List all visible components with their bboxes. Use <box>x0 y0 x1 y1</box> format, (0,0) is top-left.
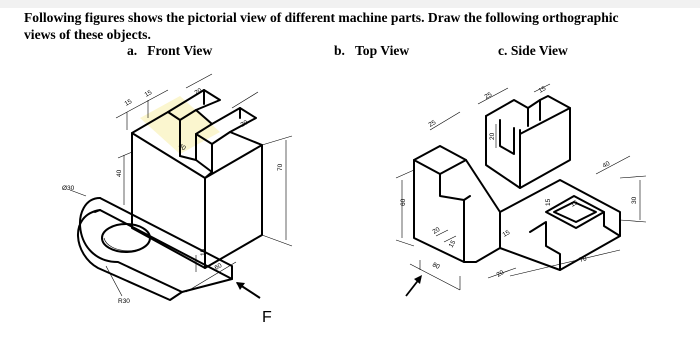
dim-text: 15 <box>537 85 548 95</box>
dim-text: 20 <box>431 226 442 236</box>
dim-text: 60 <box>400 198 407 206</box>
left-block-top <box>414 146 466 174</box>
dim-text: 70 <box>277 163 284 171</box>
dim-text: 20 <box>193 87 204 97</box>
instructions-line-2: views of these objects. <box>24 27 151 42</box>
dim-25b-line <box>478 88 508 104</box>
dim-r30-line <box>106 266 122 296</box>
dim-text: 25 <box>483 91 494 101</box>
view-label: Top View <box>354 43 410 58</box>
figure-b-drawing <box>396 84 646 296</box>
view-label: Front View <box>147 43 213 58</box>
figure-a-drawing <box>62 74 292 326</box>
dim-40-line <box>118 152 132 205</box>
dim-text: 15 <box>447 239 458 249</box>
view-label: Side View <box>510 43 568 58</box>
dim-70-line <box>510 250 620 276</box>
slot-floor <box>180 156 212 178</box>
base-plate <box>95 198 232 279</box>
dim-text: 20 <box>495 269 506 279</box>
dim-text: 80 <box>431 261 441 271</box>
dim-20a-line <box>186 74 212 88</box>
dim-text: Ø30 <box>62 185 75 192</box>
dim-text: 15 <box>545 198 552 206</box>
dim-text: 40 <box>601 160 612 170</box>
dim-text: 70 <box>578 255 588 264</box>
dim-text: 20 <box>239 119 250 129</box>
arrow-head-icon <box>414 275 422 284</box>
instructions-line-1: Following figures shows the pictorial view of different machine parts. Draw the following orthographic <box>24 10 619 25</box>
dim-text: R30 <box>118 298 130 305</box>
left-block-front <box>414 160 470 262</box>
upright-side-face <box>205 145 262 268</box>
upright-slot <box>500 120 514 154</box>
dim-text: 60 <box>213 262 224 272</box>
dim-text: 15 <box>123 98 134 108</box>
dim-text: 15 <box>200 248 207 256</box>
dim-text: 30 <box>631 196 638 204</box>
dim-text: 15 <box>143 89 154 99</box>
dim-text: 40 <box>177 142 187 153</box>
dim-40-line <box>596 156 630 174</box>
arrow-head-icon <box>236 282 245 290</box>
direction-label: F <box>262 309 272 326</box>
dim-70-line <box>262 136 292 246</box>
slot-rear-right <box>212 108 256 132</box>
left-block-inner <box>440 174 464 200</box>
dim-text: 15 <box>569 199 580 209</box>
base-step <box>530 222 560 270</box>
dim-20b-line <box>232 92 258 108</box>
dim-60-line <box>396 170 414 246</box>
view-letter: a. <box>127 43 138 58</box>
dim-text: 25 <box>427 119 438 129</box>
view-letter: b. <box>334 43 345 58</box>
base-hole <box>102 224 150 252</box>
slope-face <box>464 160 500 262</box>
base-right-edge <box>604 212 620 236</box>
dim-text: 40 <box>116 169 123 177</box>
dim-text: 20 <box>489 132 496 140</box>
view-letter: c. <box>498 43 508 58</box>
dim-text: 15 <box>501 229 512 239</box>
